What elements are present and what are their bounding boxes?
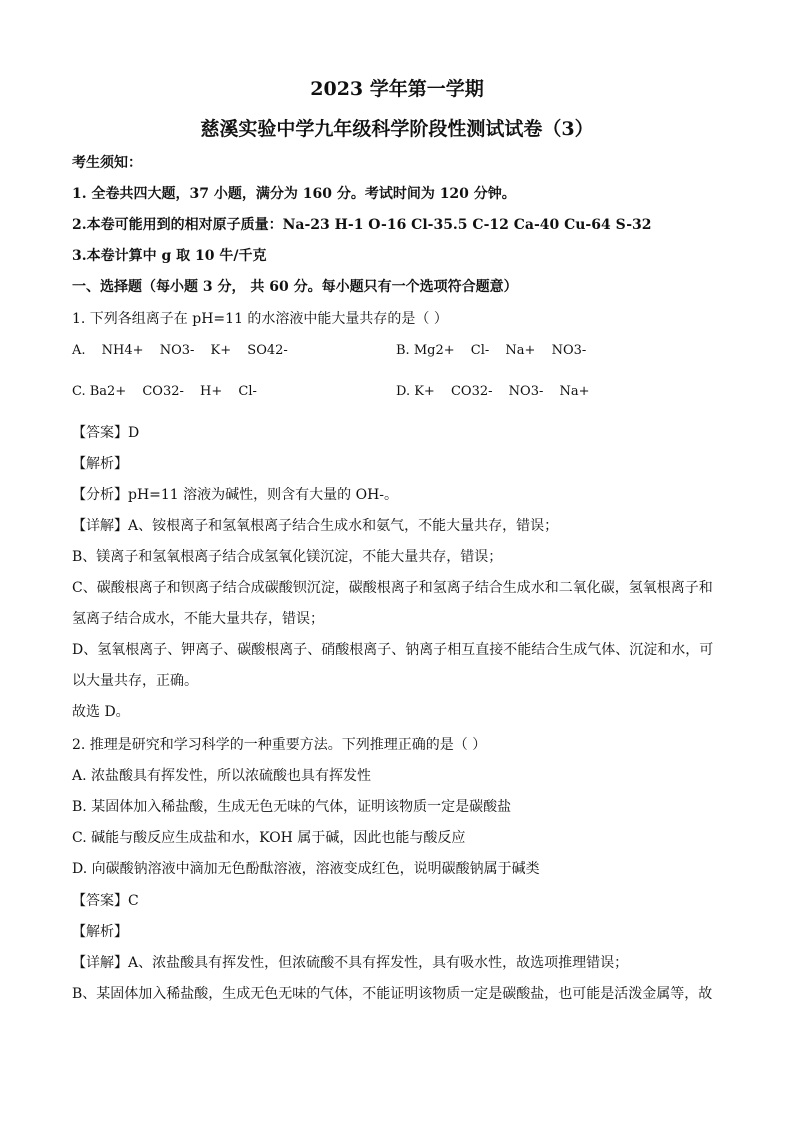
- notice-heading: 考生须知：: [72, 155, 142, 171]
- ion: SO42-: [247, 343, 288, 358]
- question-1-detail-line: D、氢氧根离子、钾离子、碳酸根离子、硝酸根离子、钠离子相互直接不能结合生成气体、沉淀和水，可: [72, 642, 714, 658]
- question-2-option-a: A. 浓盐酸具有挥发性，所以浓硫酸也具有挥发性: [72, 768, 372, 784]
- question-1-detail-line: 以大量共存，正确。: [72, 673, 198, 689]
- question-1-analysis: 【分析】pH=11 溶液为碱性，则含有大量的 OH-。: [72, 487, 399, 503]
- ion: Cl-: [238, 384, 257, 399]
- notice-item-3: 3.本卷计算中 g 取 10 牛/千克: [72, 248, 267, 264]
- ion: D. K+: [396, 384, 435, 399]
- question-1-option-a: [72, 343, 300, 358]
- question-1-option-d: [396, 384, 602, 399]
- ion: NO3-: [508, 384, 544, 399]
- question-1-conclusion: 故选 D。: [72, 704, 130, 720]
- ion: H+: [200, 384, 223, 399]
- question-2-answer: 【答案】C: [72, 893, 139, 909]
- question-1-answer: 【答案】D: [72, 425, 140, 441]
- ion: C. Ba2+: [72, 384, 127, 399]
- section-heading: 一、选择题（每小题 3 分， 共 60 分。每小题只有一个选项符合题意）: [72, 279, 518, 295]
- question-1-detail-line: 【详解】A、铵根离子和氢氧根离子结合生成水和氨气，不能大量共存，错误；: [72, 518, 559, 534]
- question-2-analysis-tag: 【解析】: [72, 924, 128, 940]
- question-1-stem: 1. 下列各组离子在 pH=11 的水溶液中能大量共存的是（ ）: [72, 311, 448, 327]
- notice-item-1: 1. 全卷共四大题，37 小题，满分为 160 分。考试时间为 120 分钟。: [72, 186, 516, 202]
- ion: B. Mg2+: [396, 343, 455, 358]
- question-2-option-d: D. 向碳酸钠溶液中滴加无色酚酞溶液，溶液变成红色，说明碳酸钠属于碱类: [72, 861, 540, 877]
- ion: NO3-: [551, 343, 587, 358]
- question-1-option-c: [72, 384, 269, 399]
- ion: K+: [210, 343, 232, 358]
- notice-item-2: 2.本卷可能用到的相对原子质量：Na-23 H-1 O-16 Cl-35.5 C-12 Ca-40 Cu-64 S-32: [72, 217, 652, 233]
- ion: NH4+: [101, 343, 144, 358]
- question-2-detail-line: 【详解】A、浓盐酸具有挥发性，但浓硫酸不具有挥发性，具有吸水性，故选项推理错误；: [72, 955, 629, 971]
- ion: NO3-: [159, 343, 195, 358]
- ion: CO32-: [450, 384, 493, 399]
- question-2-stem: 2. 推理是研究和学习科学的一种重要方法。下列推理正确的是（ ）: [72, 737, 487, 753]
- ion: Cl-: [470, 343, 490, 358]
- question-2-detail-line: B、某固体加入稀盐酸，生成无色无味的气体，不能证明该物质一定是碳酸盐，也可能是活泼金属等，故: [72, 986, 713, 1002]
- exam-subtitle: 慈溪实验中学九年级科学阶段性测试试卷（3）: [200, 118, 594, 140]
- question-2-option-c: C. 碱能与酸反应生成盐和水，KOH 属于碱，因此也能与酸反应: [72, 830, 466, 846]
- ion: Na+: [505, 343, 536, 358]
- question-1-detail-line: B、镁离子和氢氧根离子结合成氢氧化镁沉淀，不能大量共存，错误；: [72, 549, 503, 565]
- question-1-analysis-tag: 【解析】: [72, 456, 128, 472]
- question-1-detail-line: C、碳酸根离子和钡离子结合成碳酸钡沉淀，碳酸根离子和氢离子结合生成水和二氧化碳，氢氧根离子和: [72, 580, 713, 596]
- option-label: A.: [72, 343, 86, 358]
- exam-title: 2023 学年第一学期: [310, 78, 484, 100]
- question-1-detail-line: 氢离子结合成水，不能大量共存，错误；: [72, 611, 324, 627]
- question-1-option-b: [396, 343, 598, 358]
- question-2-option-b: B. 某固体加入稀盐酸，生成无色无味的气体，证明该物质一定是碳酸盐: [72, 799, 512, 815]
- ion: CO32-: [142, 384, 184, 399]
- ion: Na+: [559, 384, 590, 399]
